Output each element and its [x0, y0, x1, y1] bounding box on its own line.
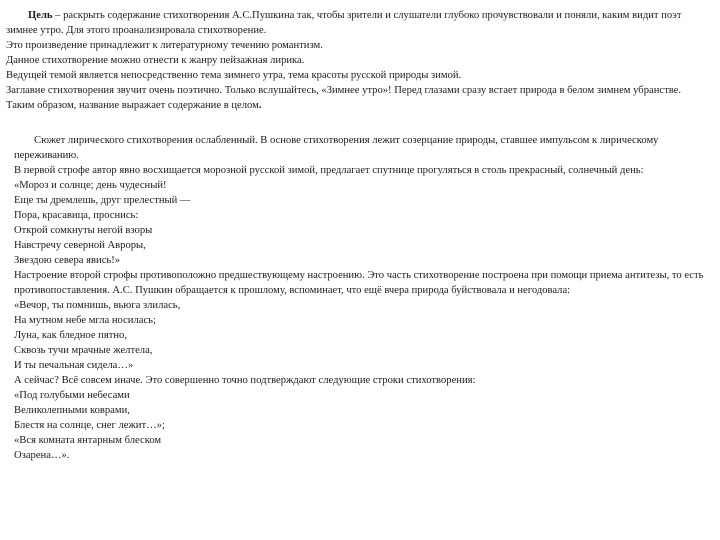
- second-stanza-paragraph: Настроение второй строфы противоположно предшествующему настроению. Это часть стихотворение построена при помощи приема антитезы, то есть противопоставления. А.С. Пушкин обращается к прошлому, вспоминает, что ещё вчера природа буйствовала и негодовала:: [14, 270, 704, 296]
- quote-third: [14, 388, 704, 463]
- quote-line: Сквозь тучи мрачные желтела,: [14, 345, 153, 356]
- title-paragraph: [6, 83, 712, 113]
- first-stanza-paragraph: В первой строфе автор явно восхищается морозной русской зимой, предлагает спутнице прогуляться в столь прекрасный, солнечный день:: [14, 165, 644, 176]
- quote-line: «Мороз и солнце; день чудесный!: [14, 180, 167, 191]
- theme-line: Ведущей темой является непосредственно тема зимнего утра, тема красоты русской природы зимой.: [6, 70, 462, 81]
- quote-line: На мутном небе мгла носилась;: [14, 315, 156, 326]
- goal-label: Цель: [28, 10, 53, 21]
- movement-line: Это произведение принадлежит к литературному течению романтизм.: [6, 40, 323, 51]
- analysis-block: [14, 133, 704, 463]
- quote-first-stanza: [14, 178, 704, 268]
- quote-line: Звездою севера явись!»: [14, 255, 121, 266]
- quote-line: «Под голубыми небесами: [14, 390, 130, 401]
- quote-line: Открой сомкнуты негой взоры: [14, 225, 153, 236]
- quote-line: Великолепными коврами,: [14, 405, 130, 416]
- now-paragraph: А сейчас? Всё совсем иначе. Это совершенно точно подтверждают следующие строки стихотворения:: [14, 375, 476, 386]
- quote-line: Луна, как бледное пятно,: [14, 330, 127, 341]
- goal-paragraph: [6, 8, 712, 38]
- quote-line: Еще ты дремлешь, друг прелестный —: [14, 195, 191, 206]
- title-end: .: [258, 100, 262, 111]
- quote-line: Озарена…».: [14, 450, 70, 461]
- quote-line: «Вечор, ты помнишь, вьюга злилась,: [14, 300, 181, 311]
- quote-line: Блестя на солнце, снег лежит…»;: [14, 420, 165, 431]
- genre-line: Данное стихотворение можно отнести к жанру пейзажная лирика.: [6, 55, 305, 66]
- quote-line: И ты печальная сидела…»: [14, 360, 134, 371]
- quote-second-stanza: [14, 298, 704, 373]
- goal-text: – раскрыть содержание стихотворения А.С.Пушкина так, чтобы зрители и слушатели глубоко прочувствовали и поняли, каким видит поэт зимнее утро. Для этого проанализировала стихотворение.: [6, 10, 682, 36]
- title-text: Заглавие стихотворения звучит очень поэтично. Только вслушайтесь, «Зимнее утро»! Перед глазами сразу встает природа в белом зимнем убранстве. Таким образом, название выражает содержание в целом: [6, 85, 681, 111]
- quote-line: Пора, красавица, проснись:: [14, 210, 139, 221]
- quote-line: «Вся комната янтарным блеском: [14, 435, 162, 446]
- intro-block: [6, 8, 712, 113]
- quote-line: Навстречу северной Авроры,: [14, 240, 146, 251]
- plot-paragraph: Сюжет лирического стихотворения ослабленный. В основе стихотворения лежит созерцание природы, ставшее импульсом к лирическому переживанию.: [14, 135, 659, 161]
